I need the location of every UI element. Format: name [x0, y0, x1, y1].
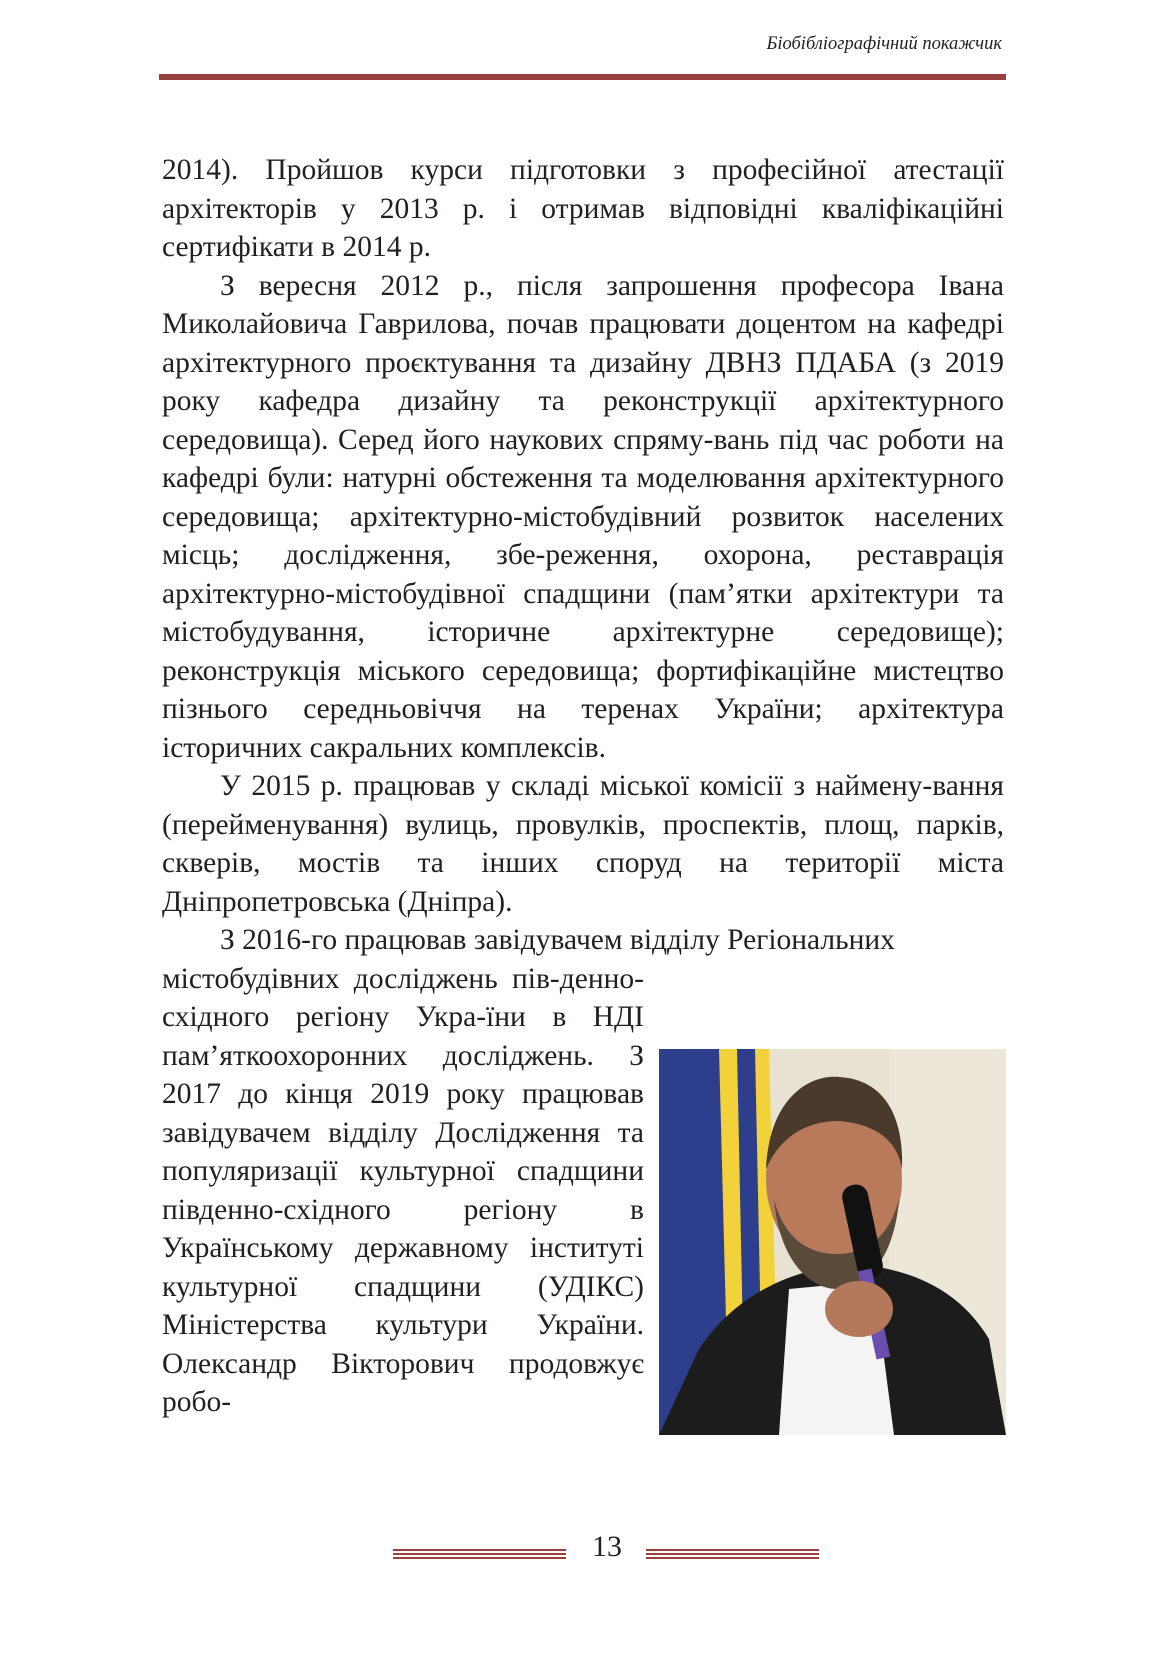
paragraph-3: У 2015 р. працював у складі міської комісії з наймену-вання (перейменування) вулиць, провулків, проспектів, площ, парків, скверів, мостів та інших споруд на території міста Дніпропетровська (Дніпра). — [162, 770, 1004, 918]
portrait-illustration — [659, 1049, 1006, 1435]
portrait-photo — [659, 1049, 1006, 1435]
paragraph-2: З вересня 2012 р., після запрошення професора Івана Миколайовича Гаврилова, почав працювати доцентом на кафедрі архітектурного проєктування та дизайну ДВНЗ ПДАБА (з 2019 року кафедра дизайну та реконструкції архітектурного середовища). Серед його наукових спряму-вань під час роботи на кафедрі були: натурні обстеження та моделювання архітектурного середовища; архітектурно-містобудівний розвиток населених місць; дослідження, збе-реження, охорона, реставрація архітектурно-містобудівної спадщини (пам’ятки архітектури та містобудування, історичне архітектурне середовище); реконструкція міського середовища; фортифікаційне мистецтво пізнього середньовіччя на теренах України; архітектура історичних сакральних комплексів. — [162, 269, 1004, 764]
paragraph-4: З 2016-го працював завідувачем відділу Регіональних — [220, 924, 895, 956]
page-number: 13 — [592, 1530, 622, 1563]
footer-rule-left — [393, 1549, 566, 1560]
header-rule — [159, 74, 1006, 80]
paragraph-4-continued: містобудівних досліджень пів-денно-східного регіону Укра-їни в НДІ пам’яткоохоронних досліджень. З 2017 до кінця 2019 року працював завідувачем відділу Дослідження та популяризації культурної спадщини південно-східного регіону в Українському державному інституті культурної спадщини (УДІКС) Міністерства культури України. Олександр Вікторович продовжує робо- — [162, 962, 644, 1418]
footer-rule-right — [646, 1549, 819, 1560]
running-head: Біобібліографічний покажчик — [766, 34, 1002, 54]
paragraph-1: 2014). Пройшов курси підготовки з професійної атестації архітекторів у 2013 р. і отримав відповідні кваліфікаційні сертифікати в 2014 р. — [162, 154, 1004, 263]
